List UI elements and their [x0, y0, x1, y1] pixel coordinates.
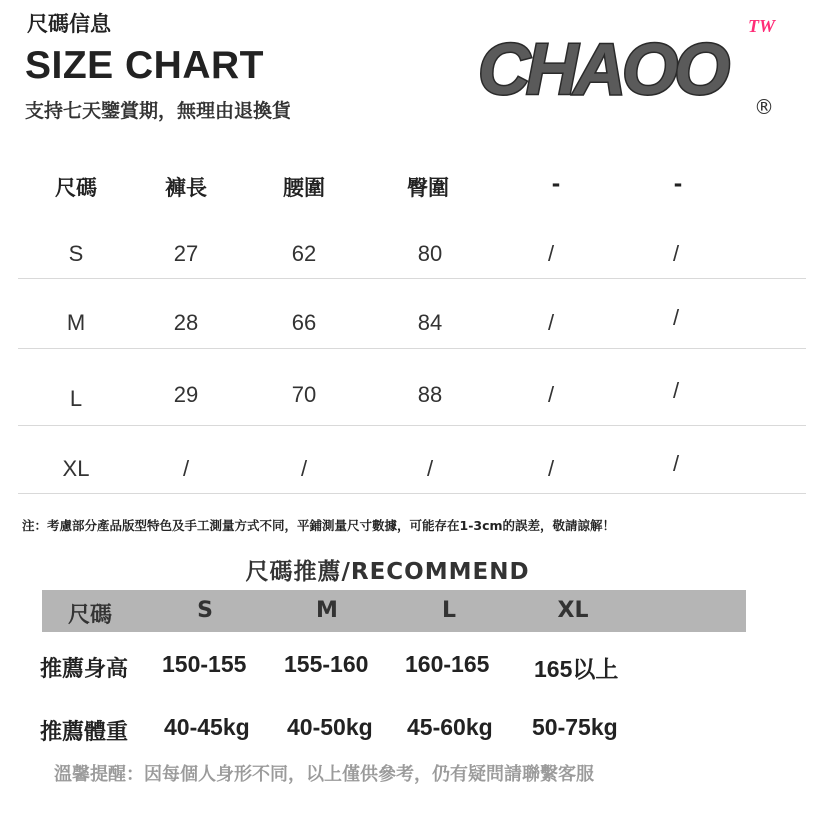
table-cell: / [426, 456, 434, 481]
title-chinese: 尺碼信息 [27, 12, 111, 36]
title-english: SIZE CHART [25, 44, 264, 87]
col-header-blank-1: - [551, 172, 561, 196]
table-cell: 80 [417, 241, 443, 266]
measurement-note: 注：考慮部分產品版型特色及手工測量方式不同，平鋪測量尺寸數據，可能存在1-3cm的誤差，敬請諒解！ [22, 518, 616, 533]
table-cell: XL [62, 456, 90, 481]
row-divider [18, 425, 806, 426]
reminder-tip: 溫馨提醒：因每個人身形不同，以上僅供參考，仍有疑問請聯繫客服 [54, 764, 594, 785]
recommend-weight-value: 45-60kg [407, 714, 493, 740]
subtitle: 支持七天鑒賞期，無理由退換貨 [25, 100, 292, 122]
table-cell: / [547, 310, 555, 335]
table-cell: 27 [173, 241, 199, 266]
col-header-waist: 腰圍 [283, 176, 325, 200]
recommend-height-value: 155-160 [284, 651, 369, 677]
table-cell: / [672, 305, 680, 330]
table-cell: / [547, 456, 555, 481]
col-header-size: 尺碼 [55, 176, 97, 200]
col-header-pants-length: 褲長 [165, 176, 207, 200]
recommend-height-value: 150-155 [162, 651, 247, 677]
logo-superscript: TW [748, 16, 775, 36]
col-header-blank-2: - [673, 172, 683, 196]
table-cell: / [547, 382, 555, 407]
table-cell: / [672, 378, 680, 403]
recommend-weight-value: 40-50kg [287, 714, 373, 740]
col-header-hip: 臀圍 [407, 176, 449, 200]
brand-logo [470, 8, 800, 118]
recommend-weight-value: 50-75kg [532, 714, 618, 740]
recommend-header-l: L [441, 598, 457, 623]
registered-mark: ® [754, 95, 774, 118]
logo-wordmark: CHAOO [478, 30, 726, 110]
recommend-header-xl: XL [557, 598, 589, 623]
recommend-height-value: 160-165 [405, 651, 490, 677]
recommend-title: 尺碼推薦/RECOMMEND [245, 559, 530, 585]
table-cell: S [68, 241, 84, 266]
table-cell: / [547, 241, 555, 266]
table-cell: / [182, 456, 190, 481]
recommend-height-value: 165以上 [534, 656, 619, 682]
table-cell: / [300, 456, 308, 481]
recommend-weight-value: 40-45kg [164, 714, 250, 740]
recommend-header-size: 尺碼 [67, 603, 112, 628]
row-divider [18, 493, 806, 494]
table-cell: 70 [291, 382, 317, 407]
recommend-header-s: S [197, 598, 213, 623]
table-cell: L [69, 386, 83, 411]
table-cell: 29 [173, 382, 199, 407]
table-cell: M [66, 310, 86, 335]
table-cell: 88 [417, 382, 443, 407]
table-cell: 28 [173, 310, 199, 335]
row-divider [18, 348, 806, 349]
recommend-header-m: M [316, 598, 338, 623]
row-divider [18, 278, 806, 279]
table-cell: 84 [417, 310, 443, 335]
recommend-weight-label: 推薦體重 [40, 720, 129, 745]
table-cell: / [672, 451, 680, 476]
table-cell: / [672, 241, 680, 266]
table-cell: 62 [291, 241, 317, 266]
recommend-height-label: 推薦身高 [40, 657, 129, 682]
table-cell: 66 [291, 310, 317, 335]
